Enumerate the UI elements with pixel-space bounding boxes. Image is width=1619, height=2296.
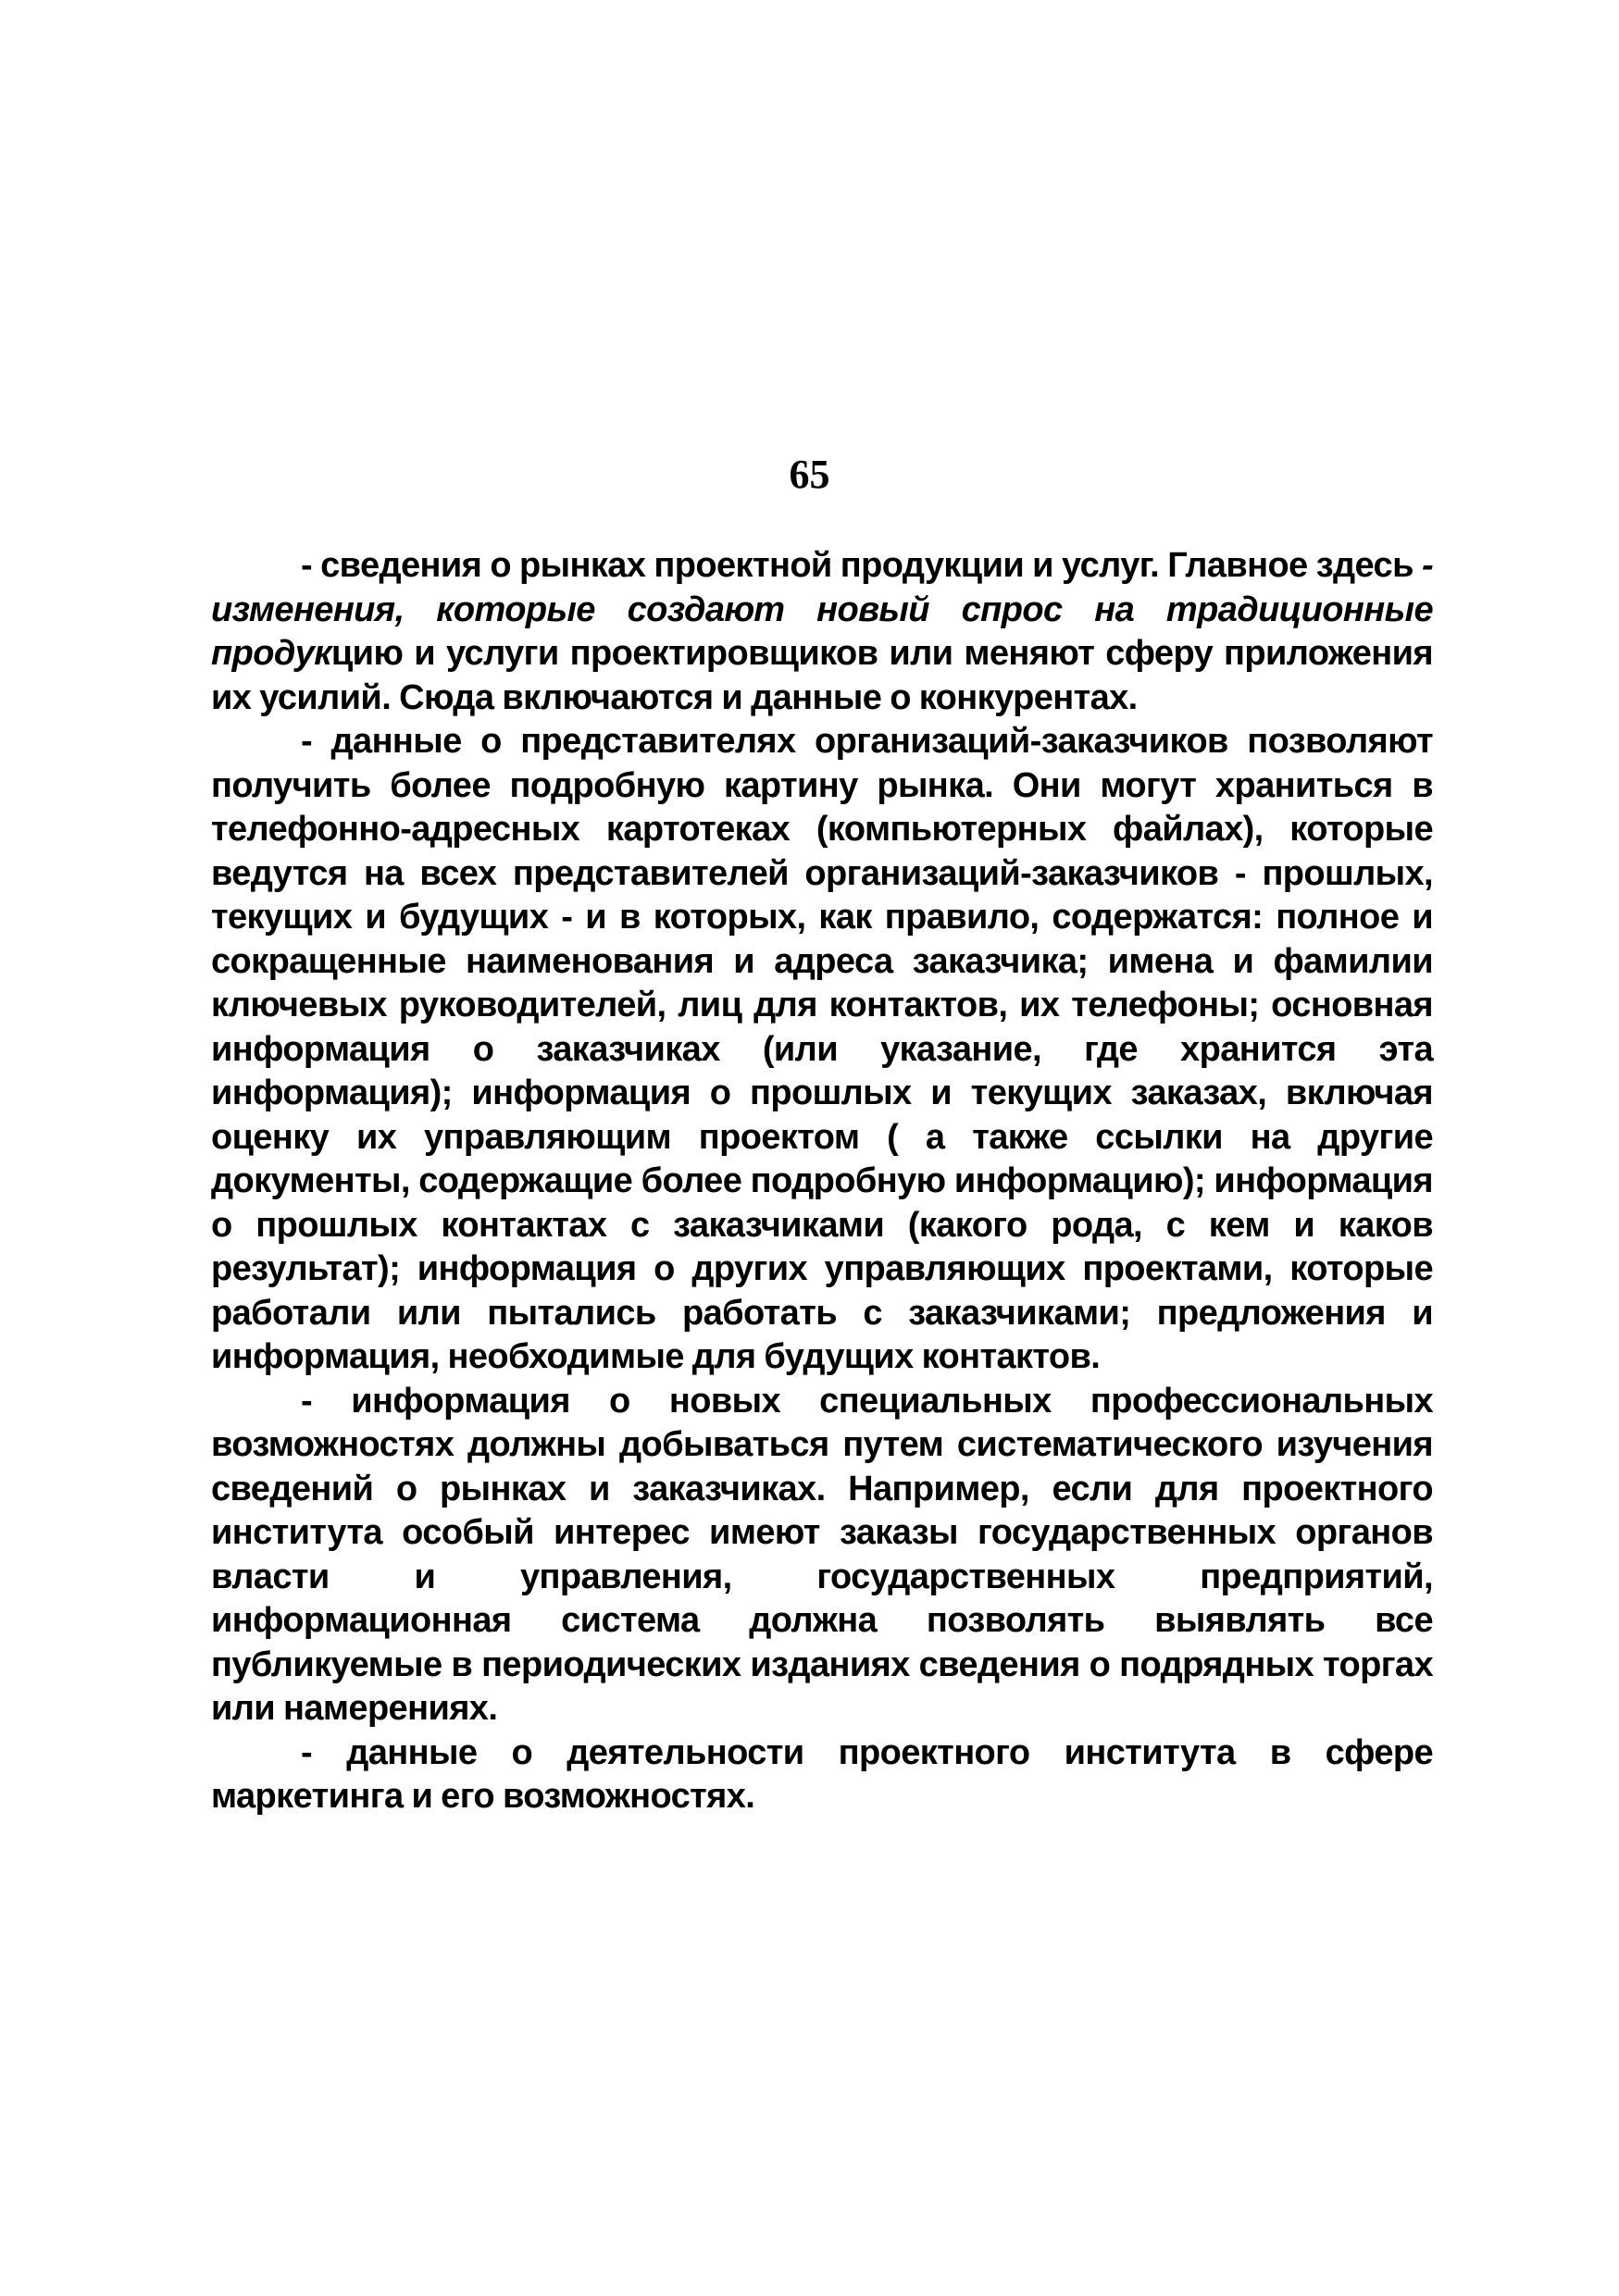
paragraph-market-info <box>211 544 1433 720</box>
paragraph-market-info-rest: цию и услуги проектировщиков или меняют сферу приложения их усилий. Сюда включаются и данные о конкурентах. <box>211 634 1433 717</box>
paragraph-client-representatives: - данные о представителях организаций-заказчиков позволяют получить более подробную картину рынка. Они могут храниться в телефонно-адресных картотеках (компьютерных файлах), которые ведутся на всех представителей организаций-заказчиков - прошлых, текущих и будущих - и в которых, как правило, содержатся: полное и сокращенные наименования и адреса заказчика; имена и фамилии ключевых руководителей, лиц для контактов, их телефоны; основная информация о заказчиках (или указание, где хранится эта информация); информация о прошлых и текущих заказах, включая оценку их управляющим проектом ( а также ссылки на другие документы, содержащие более подробную информацию); информация о прошлых контактах с заказчиками (какого рода, с кем и каков результат); информация о других управляющих проектами, которые работали или пытались работать с заказчиками; предложения и информация, необходимые для будущих контактов. <box>211 722 1433 1376</box>
paragraph-market-info-emphasis: - изменения, которые создают новый спрос на традиционные продук <box>211 546 1433 673</box>
page-number: 65 <box>789 452 830 497</box>
body-text <box>211 544 1433 1819</box>
paragraph-new-opportunities: - информация о новых специальных профессиональных возможностях должны добываться путем систематического изучения сведений о рынках и заказчиках. Например, если для проектного института особый интерес имеют заказы государственных органов власти и управления, государственных предприятий, информационная система должна позволять выявлять все публикуемые в периодических изданиях сведения о подрядных торгах или намерениях. <box>211 1381 1433 1728</box>
paragraph-market-info-lead: - сведения о рынках проектной продукции и услуг. Главное здесь <box>301 546 1422 585</box>
paragraph-institute-activity: - данные о деятельности проектного института в сфере маркетинга и его возможностях. <box>211 1732 1433 1816</box>
